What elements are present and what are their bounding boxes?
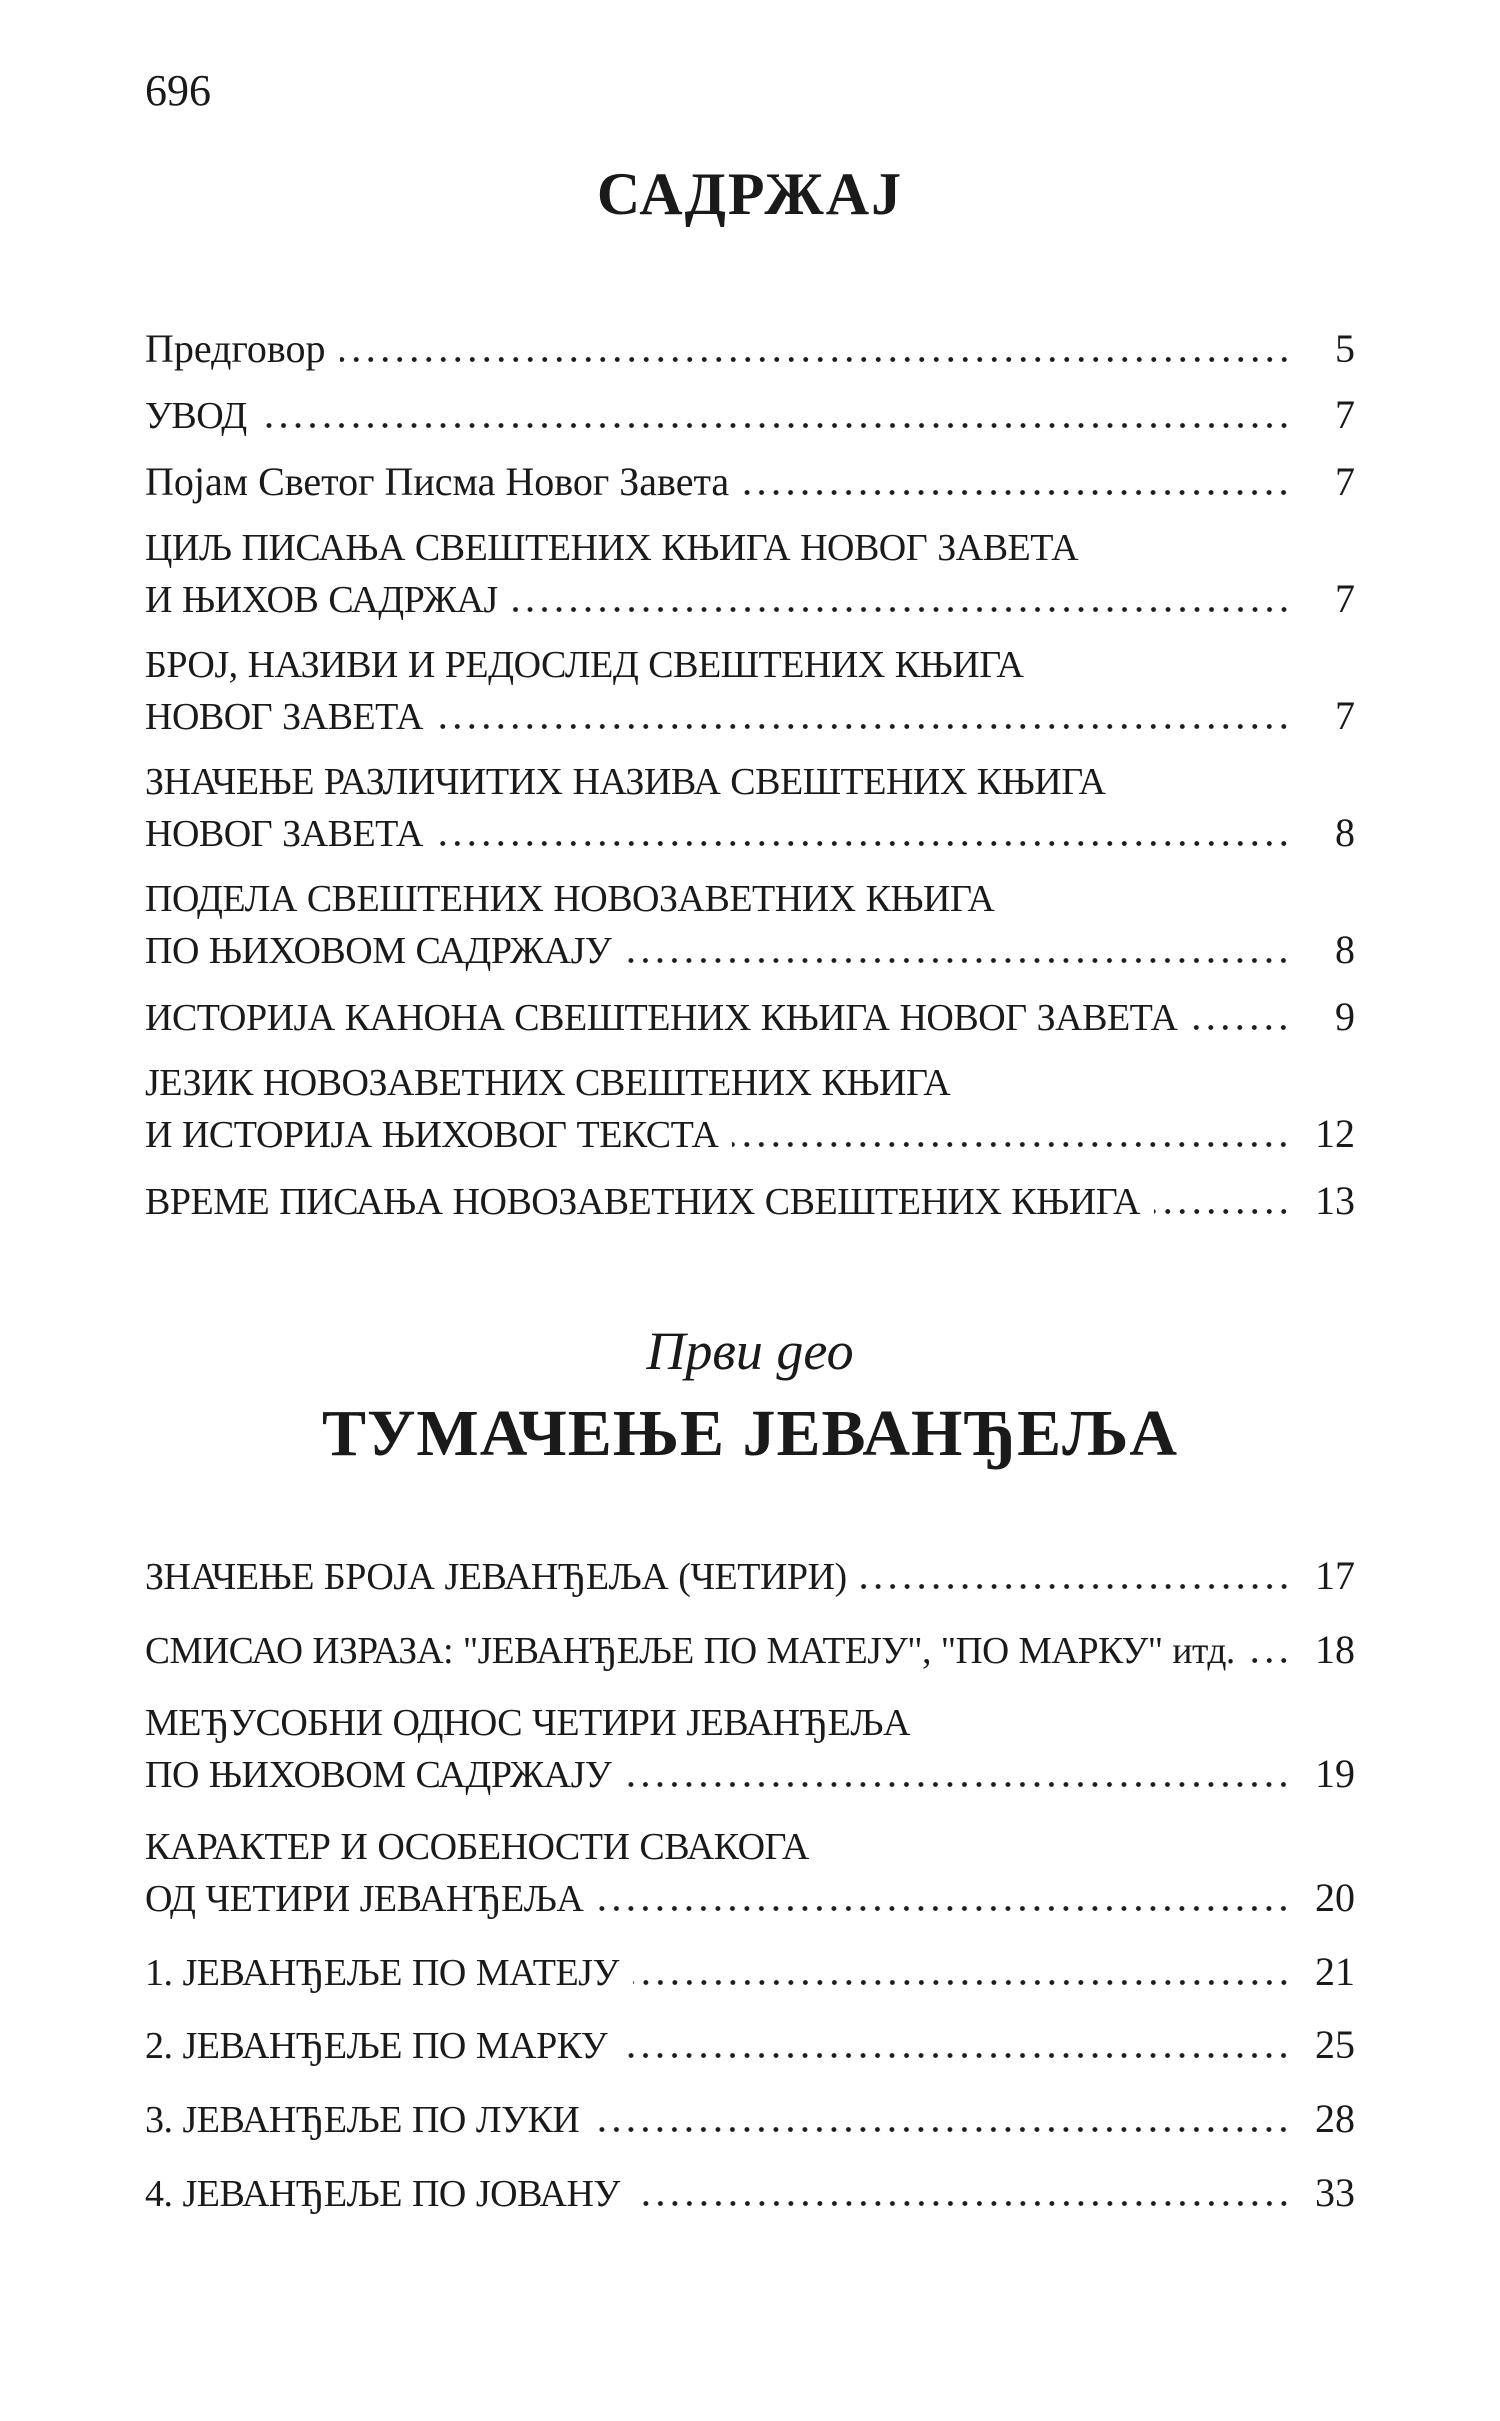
toc-entry: [145, 2167, 1355, 2220]
toc-entry-line: [145, 640, 1355, 690]
dot-leader: [437, 724, 1291, 729]
toc-entry-line: [145, 1698, 1355, 1748]
dot-leader: [743, 490, 1291, 495]
toc-entry-title: И ИСТОРИЈА ЊИХОВОГ ТЕКСТА: [145, 1113, 719, 1156]
toc-entry-line: [145, 323, 1355, 376]
toc-entry: [145, 874, 1355, 977]
dot-leader: [261, 423, 1291, 428]
toc-entry-title: СМИСАО ИЗРАЗА: "ЈЕВАНЂЕЉЕ ПО МАТЕЈУ", "ПО МАРКУ" итд.: [145, 1629, 1235, 1672]
dot-leader: [625, 1782, 1291, 1787]
toc-entry-title: ЈЕЗИК НОВОЗАВЕТНИХ СВЕШТЕНИХ КЊИГА: [145, 1061, 951, 1104]
toc-entry-title: НОВОГ ЗАВЕТА: [145, 813, 423, 856]
toc-entry: [145, 1624, 1355, 1677]
toc-entry-page-ref: 9: [1335, 993, 1355, 1039]
toc-entry-line: [145, 1946, 1355, 1999]
dot-leader: [625, 958, 1291, 963]
toc-entry-page-ref: 33: [1315, 2169, 1355, 2215]
toc-entry-line: [145, 2019, 1355, 2072]
dot-leader: [597, 1906, 1291, 1911]
dot-leader: [512, 607, 1291, 612]
toc-entry-page-ref: 7: [1335, 693, 1355, 739]
toc-entry-page-ref: 8: [1335, 927, 1355, 972]
toc-entry: [145, 456, 1355, 509]
toc-entry-page-ref: 19: [1315, 1750, 1355, 1796]
toc-entry-title: ПОДЕЛА СВЕШТЕНИХ НОВОЗАВЕТНИХ КЊИГА: [145, 877, 995, 920]
dot-leader: [621, 2053, 1291, 2058]
toc-entry-line: [145, 1175, 1355, 1228]
dot-leader: [1249, 1658, 1291, 1663]
toc-entry-line: [145, 1058, 1355, 1108]
toc-entry: [145, 389, 1355, 442]
toc-entry-page-ref: 5: [1335, 325, 1355, 371]
toc-entry-title: 1. ЈЕВАНЂЕЉЕ ПО МАТЕЈУ: [145, 1951, 619, 1994]
toc-entry-title: ПО ЊИХОВОМ САДРЖАЈУ: [145, 1753, 612, 1796]
toc-entry-page-ref: 7: [1335, 576, 1355, 622]
toc-entry-line: [145, 874, 1355, 924]
toc-entry-page-ref: 7: [1335, 459, 1355, 505]
toc-entry-page-ref: 20: [1315, 1874, 1355, 1920]
dot-leader: [437, 841, 1291, 846]
part-title: ТУМАЧЕЊЕ ЈЕВАНЂЕЉА: [321, 1397, 1179, 1471]
dot-leader: [340, 357, 1292, 362]
toc-entry-line: [145, 924, 1355, 977]
toc-entry-line: [145, 1748, 1355, 1801]
dot-leader: [1154, 1209, 1291, 1214]
toc-entry-line: [145, 1624, 1355, 1677]
toc-entry-title: КАРАКТЕР И ОСОБЕНОСТИ СВАКОГА: [145, 1825, 809, 1868]
toc-entry-line: [145, 2093, 1355, 2146]
toc-entry-title: 4. ЈЕВАНЂЕЉЕ ПО ЈОВАНУ: [145, 2172, 620, 2215]
toc-entry-line: [145, 1108, 1355, 1161]
toc-entry-title: НОВОГ ЗАВЕТА: [145, 696, 423, 739]
toc-entry: [145, 323, 1355, 376]
toc-entry: [145, 2019, 1355, 2072]
toc-entry-line: [145, 573, 1355, 626]
toc-entry-line: [145, 807, 1355, 860]
dot-leader: [634, 2201, 1291, 2206]
toc-entry-page-ref: 17: [1315, 1553, 1355, 1599]
toc-entry: [145, 1822, 1355, 1925]
toc-entry: [145, 2093, 1355, 2146]
toc-entry-page-ref: 12: [1315, 1110, 1355, 1156]
toc-entry: [145, 523, 1355, 626]
toc-entry-title: БРОЈ, НАЗИВИ И РЕДОСЛЕД СВЕШТЕНИХ КЊИГА: [145, 643, 1024, 686]
toc-entry-title: ИСТОРИЈА КАНОНА СВЕШТЕНИХ КЊИГА НОВОГ ЗАВЕТА: [145, 996, 1178, 1039]
toc-list-part-one: [145, 1550, 1355, 2220]
dot-leader: [1191, 1025, 1291, 1030]
toc-entry-line: [145, 991, 1355, 1044]
toc-entry: [145, 1946, 1355, 1999]
toc-entry-title: ЦИЉ ПИСАЊА СВЕШТЕНИХ КЊИГА НОВОГ ЗАВЕТА: [145, 526, 1079, 569]
toc-entry: [145, 1058, 1355, 1161]
toc-entry-title: Појам Светог Писма Новог Завета: [145, 459, 730, 505]
folio-page-number: 696: [145, 66, 211, 115]
part-number-heading: Први део: [646, 1321, 854, 1382]
toc-entry-title: ЗНАЧЕЊЕ БРОЈА ЈЕВАНЂЕЉА (ЧЕТИРИ): [145, 1556, 847, 1599]
toc-entry-page-ref: 18: [1315, 1626, 1355, 1672]
toc-entry-line: [145, 389, 1355, 442]
toc-entry-line: [145, 690, 1355, 743]
toc-entry: [145, 1175, 1355, 1228]
part-one-heading: [145, 1319, 1355, 1472]
toc-entry: [145, 991, 1355, 1044]
toc-entry-line: [145, 456, 1355, 509]
toc-entry-page-ref: 8: [1335, 810, 1355, 856]
contents-title: САДРЖАЈ: [596, 160, 904, 227]
toc-entry-title: ОД ЧЕТИРИ ЈЕВАНЂЕЉА: [145, 1877, 584, 1920]
toc-entry: [145, 1550, 1355, 1603]
toc-entry-line: [145, 1822, 1355, 1872]
toc-entry-page-ref: 7: [1335, 392, 1355, 438]
toc-entry-title: 3. ЈЕВАНЂЕЉЕ ПО ЛУКИ: [145, 2099, 580, 2142]
dot-leader: [861, 1584, 1291, 1589]
toc-entry-line: [145, 1872, 1355, 1925]
dot-leader: [732, 1142, 1291, 1147]
toc-entry-line: [145, 2167, 1355, 2220]
toc-entry: [145, 1698, 1355, 1801]
toc-entry-title: И ЊИХОВ САДРЖАЈ: [145, 579, 498, 622]
toc-entry-page-ref: 25: [1315, 2022, 1355, 2068]
toc-entry: [145, 640, 1355, 743]
toc-entry-title: ПО ЊИХОВОМ САДРЖАЈУ: [145, 930, 612, 972]
toc-entry-title: 2. ЈЕВАНЂЕЉЕ ПО МАРКУ: [145, 2025, 608, 2068]
toc-entry-line: [145, 1550, 1355, 1603]
toc-entry-title: ЗНАЧЕЊЕ РАЗЛИЧИТИХ НАЗИВА СВЕШТЕНИХ КЊИГА: [145, 760, 1106, 803]
dot-leader: [593, 2127, 1291, 2132]
toc-entry-line: [145, 757, 1355, 807]
toc-entry-title: Предговор: [145, 325, 326, 371]
toc-entry-title: ВРЕМЕ ПИСАЊА НОВОЗАВЕТНИХ СВЕШТЕНИХ КЊИГА: [145, 1180, 1140, 1223]
toc-entry-page-ref: 13: [1315, 1177, 1355, 1223]
toc-entry-line: [145, 523, 1355, 573]
toc-entry-page-ref: 28: [1315, 2096, 1355, 2142]
toc-list-front-matter: [145, 323, 1355, 1228]
toc-entry-page-ref: 21: [1315, 1948, 1355, 1994]
dot-leader: [633, 1980, 1291, 1985]
toc-entry-title: МЕЂУСОБНИ ОДНОС ЧЕТИРИ ЈЕВАНЂЕЉА: [145, 1701, 910, 1744]
toc-entry-title: УВОД: [145, 395, 247, 438]
toc-entry: [145, 757, 1355, 860]
